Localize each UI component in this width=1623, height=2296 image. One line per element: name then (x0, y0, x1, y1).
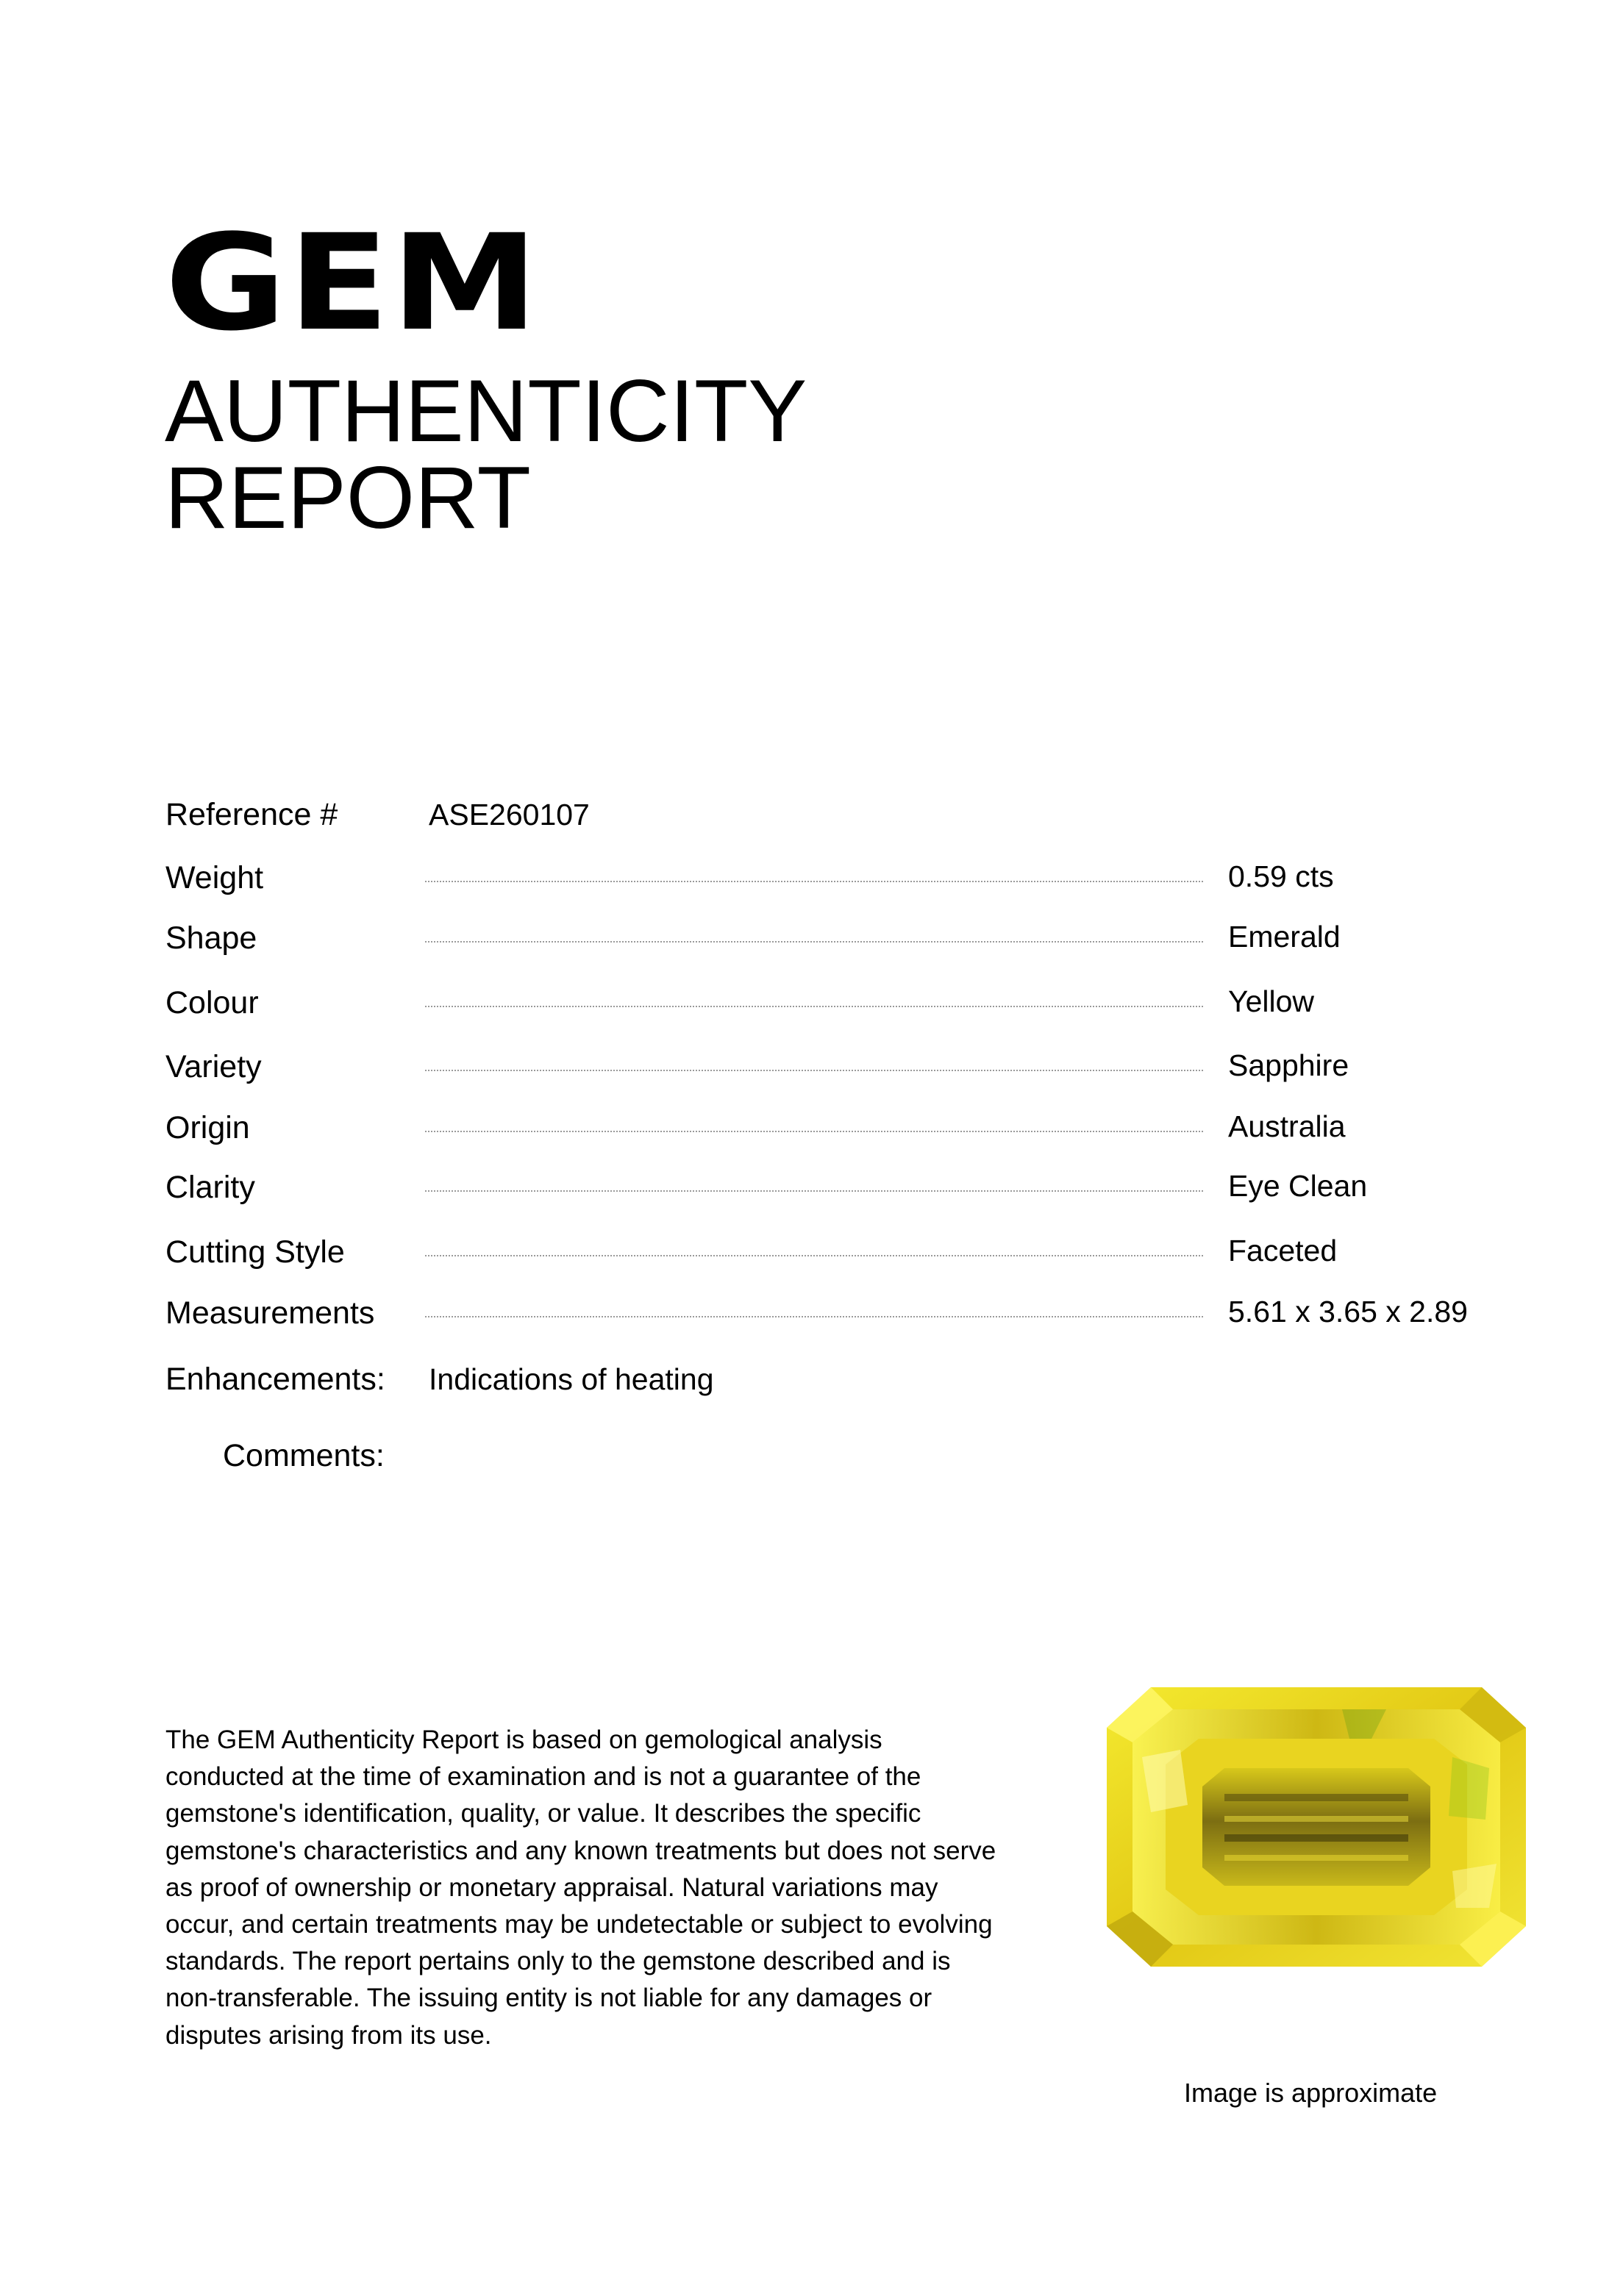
disclaimer-text: The GEM Authenticity Report is based on gemological analysis conducted at the time of examination and is not a guarantee of the gemstone's identification, quality, or value. It describes the specific gemstone's characteristics and any known treatments but does not serve as proof of ownership or monetary appraisal. Natural variations may occur, and certain treatments may be undetectable or subject to evolving standards. The report pertains only to the gemstone described and is non-transferable. The issuing entity is not liable for any damages or disputes arising from its use. (165, 1725, 996, 2050)
reference-row (0, 793, 1623, 837)
detail-value: Emerald (1228, 920, 1341, 954)
detail-row-weight (0, 856, 1623, 900)
detail-row-variety (0, 1045, 1623, 1089)
detail-value: Yellow (1228, 984, 1315, 1018)
detail-value: Sapphire (1228, 1048, 1349, 1082)
detail-row-clarity (0, 1165, 1623, 1209)
dotted-leader (425, 881, 1203, 882)
detail-row-colour (0, 981, 1623, 1025)
report-title (165, 362, 807, 547)
enhancements-label: Enhancements: (165, 1362, 385, 1397)
detail-label: Variety (165, 1049, 262, 1084)
enhancements-row (0, 1357, 1623, 1401)
detail-value: Faceted (1228, 1234, 1338, 1267)
image-caption: Image is approximate (1184, 2078, 1438, 2108)
detail-label: Shape (165, 920, 257, 956)
dotted-leader (425, 1006, 1203, 1007)
detail-label: Weight (165, 860, 264, 895)
reference-value: ASE260107 (429, 798, 590, 832)
dotted-leader (425, 1255, 1203, 1256)
dotted-leader (425, 1316, 1203, 1317)
report-title-line-2: REPORT (165, 448, 531, 547)
detail-row-shape (0, 916, 1623, 960)
dotted-leader (425, 1131, 1203, 1132)
dotted-leader (425, 1190, 1203, 1192)
detail-value: 5.61 x 3.65 x 2.89 (1228, 1295, 1468, 1328)
dotted-leader (425, 941, 1203, 943)
enhancements-value: Indications of heating (429, 1362, 714, 1396)
emerald-cut-yellow-sapphire-image (1107, 1687, 1526, 1967)
detail-row-cutting-style (0, 1230, 1623, 1274)
detail-row-measurements (0, 1291, 1623, 1335)
detail-label: Cutting Style (165, 1234, 345, 1270)
dotted-leader (425, 1070, 1203, 1071)
detail-label: Measurements (165, 1295, 375, 1331)
brand-title: GEM (165, 207, 541, 360)
detail-value: Australia (1228, 1109, 1346, 1143)
detail-value: Eye Clean (1228, 1169, 1368, 1203)
detail-label: Colour (165, 985, 259, 1020)
detail-value: 0.59 cts (1228, 859, 1334, 893)
detail-row-origin (0, 1106, 1623, 1150)
detail-label: Origin (165, 1110, 250, 1145)
comments-label: Comments: (223, 1438, 385, 1473)
report-title-line-1: AUTHENTICITY (165, 362, 807, 460)
detail-label: Clarity (165, 1170, 255, 1205)
reference-label: Reference # (165, 797, 338, 832)
